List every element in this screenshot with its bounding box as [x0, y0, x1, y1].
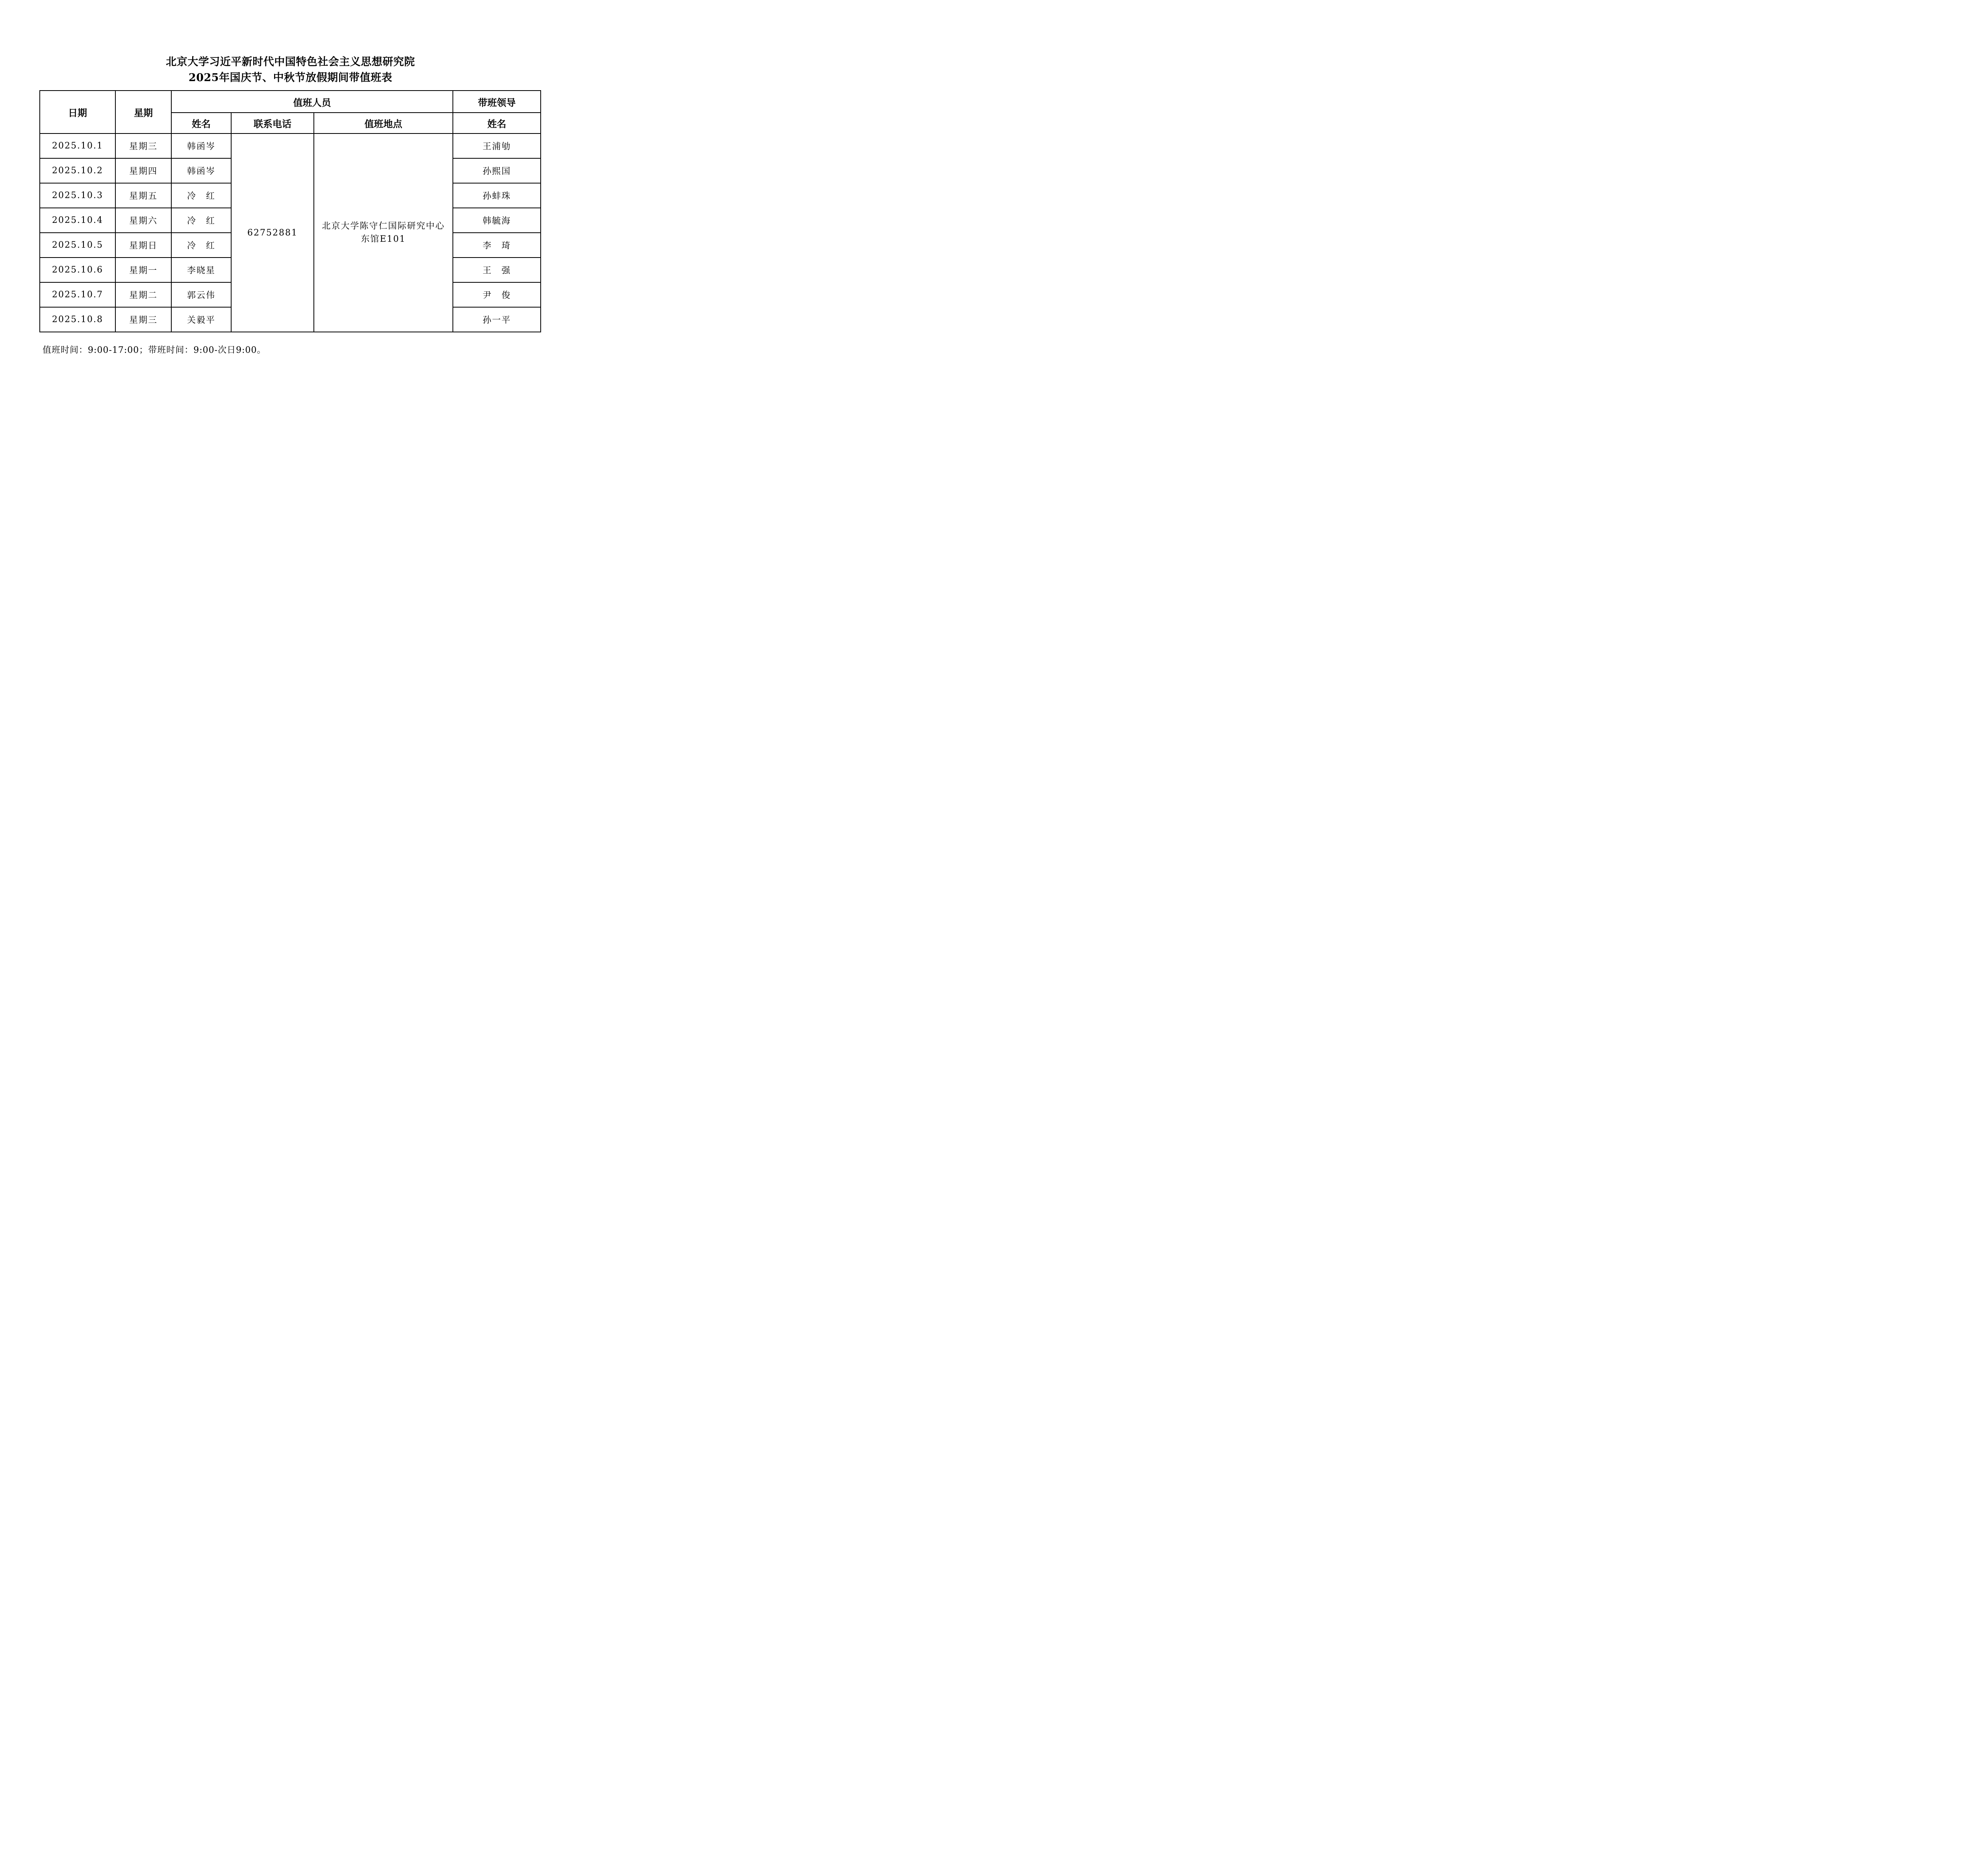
staff-name-cell: 冷 红 — [171, 183, 231, 208]
header-date: 日期 — [40, 91, 115, 133]
staff-name-cell: 郭云伟 — [171, 282, 231, 307]
date-cell: 2025.10.2 — [40, 158, 115, 183]
table-row — [40, 133, 541, 158]
weekday-cell: 星期二 — [115, 282, 171, 307]
staff-name-cell: 关毅平 — [171, 307, 231, 332]
duty-roster-table — [39, 90, 541, 332]
header-staff-name: 姓名 — [171, 113, 231, 133]
leader-name-cell: 孙蚌珠 — [453, 183, 541, 208]
document-title — [0, 54, 581, 86]
location-line-2: 东馆E101 — [361, 234, 406, 244]
weekday-cell: 星期一 — [115, 258, 171, 282]
duty-hours-note: 值班时间：9:00-17:00；带班时间：9:00-次日9:00。 — [43, 345, 266, 355]
date-cell: 2025.10.7 — [40, 282, 115, 307]
weekday-cell: 星期日 — [115, 233, 171, 258]
weekday-cell: 星期四 — [115, 158, 171, 183]
date-cell: 2025.10.3 — [40, 183, 115, 208]
title-line-2: 2025年国庆节、中秋节放假期间带值班表 — [188, 72, 393, 84]
location-line-1: 北京大学陈守仁国际研究中心 — [322, 221, 445, 231]
header-duty-staff: 值班人员 — [171, 91, 453, 113]
header-phone: 联系电话 — [231, 113, 314, 133]
phone-cell: 62752881 — [231, 133, 314, 332]
header-location: 值班地点 — [314, 113, 453, 133]
date-cell: 2025.10.1 — [40, 133, 115, 158]
header-weekday: 星期 — [115, 91, 171, 133]
leader-name-cell: 王浦劬 — [453, 133, 541, 158]
staff-name-cell: 韩函岑 — [171, 133, 231, 158]
location-cell — [314, 133, 453, 332]
title-line-1: 北京大学习近平新时代中国特色社会主义思想研究院 — [166, 56, 415, 68]
date-cell: 2025.10.5 — [40, 233, 115, 258]
date-cell: 2025.10.4 — [40, 208, 115, 233]
leader-name-cell: 李 琦 — [453, 233, 541, 258]
date-cell: 2025.10.8 — [40, 307, 115, 332]
leader-name-cell: 孙一平 — [453, 307, 541, 332]
leader-name-cell: 尹 俊 — [453, 282, 541, 307]
staff-name-cell: 韩函岑 — [171, 158, 231, 183]
staff-name-cell: 李晓星 — [171, 258, 231, 282]
header-leader: 带班领导 — [453, 91, 541, 113]
staff-name-cell: 冷 红 — [171, 233, 231, 258]
weekday-cell: 星期六 — [115, 208, 171, 233]
weekday-cell: 星期三 — [115, 307, 171, 332]
weekday-cell: 星期五 — [115, 183, 171, 208]
staff-name-cell: 冷 红 — [171, 208, 231, 233]
leader-name-cell: 王 强 — [453, 258, 541, 282]
header-row-1 — [40, 91, 541, 113]
leader-name-cell: 韩毓海 — [453, 208, 541, 233]
date-cell: 2025.10.6 — [40, 258, 115, 282]
leader-name-cell: 孙熙国 — [453, 158, 541, 183]
weekday-cell: 星期三 — [115, 133, 171, 158]
header-leader-name: 姓名 — [453, 113, 541, 133]
